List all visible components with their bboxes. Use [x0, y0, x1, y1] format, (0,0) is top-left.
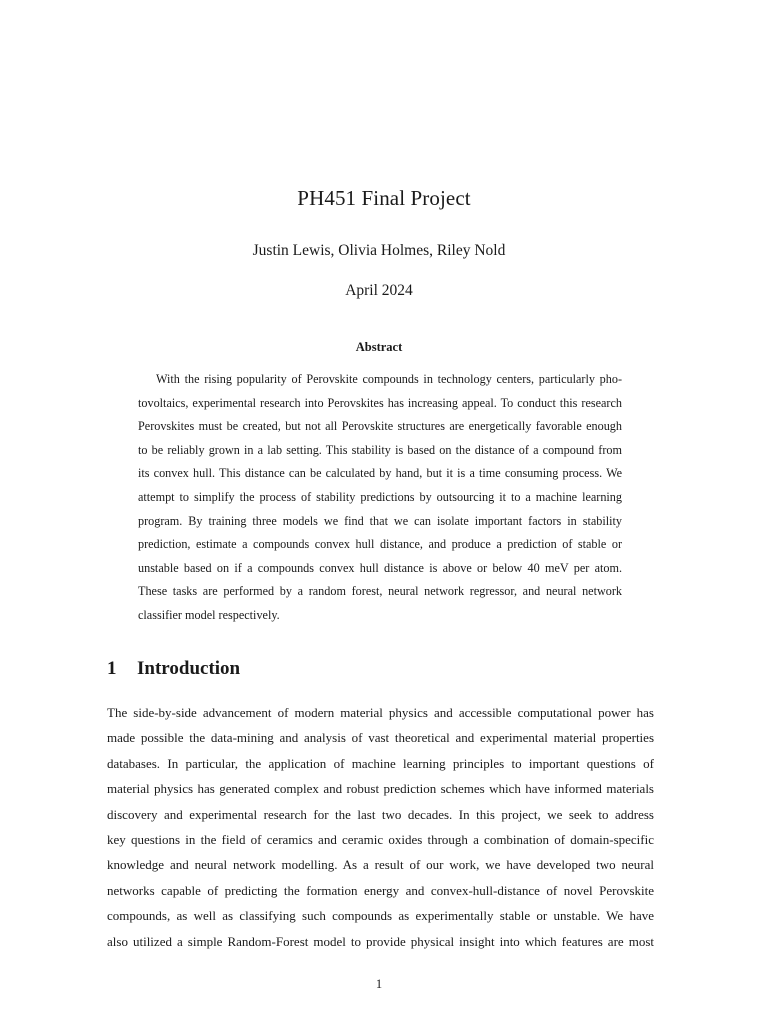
- body-line: networks capable of predicting the formation energy and convex-hull-distance of novel Perovskite: [107, 882, 654, 898]
- abstract-line: its convex hull. This distance can be calculated by hand, but it is a time consuming process. We: [138, 466, 622, 481]
- section-number: 1: [107, 658, 117, 679]
- body-line: The side-by-side advancement of modern material physics and accessible computational power has: [107, 705, 654, 720]
- section-title: Introduction: [137, 658, 241, 679]
- abstract-body: [138, 368, 622, 628]
- abstract-line: These tasks are performed by a random forest, neural network regressor, and neural network: [138, 584, 622, 599]
- author-list: Justin Lewis, Olivia Holmes, Riley Nold: [252, 242, 506, 259]
- abstract-line: prediction, estimate a compounds convex hull distance, and produce a prediction of stable or: [138, 537, 622, 552]
- abstract-line: classifier model respectively.: [138, 607, 280, 622]
- body-line: databases. In particular, the application of machine learning principles to important questions of: [107, 755, 654, 771]
- body-line: key questions in the field of ceramics and ceramic oxides through a combination of domain-specific: [107, 832, 654, 848]
- publication-date: April 2024: [345, 282, 413, 299]
- abstract-line: With the rising popularity of Perovskite compounds in technology centers, particularly pho-: [156, 372, 622, 386]
- body-line: knowledge and neural network modelling. As a result of our work, we have developed two neural: [107, 857, 654, 873]
- abstract-line: attempt to simplify the process of stability predictions by outsourcing it to a machine learning: [138, 489, 622, 504]
- introduction-body: [107, 700, 654, 954]
- abstract-line: tovoltaics, experimental research into Perovskites has increasing appeal. To conduct this research: [138, 395, 622, 410]
- body-line: discovery and experimental research for the last two decades. In this project, we seek to address: [107, 806, 654, 822]
- paper-title: PH451 Final Project: [297, 186, 471, 210]
- abstract-line: program. By training three models we find that we can isolate important factors in stability: [138, 513, 622, 528]
- page-number: 1: [375, 977, 383, 991]
- abstract-line: unstable based on if a compounds convex hull distance is above or below 40 meV per atom.: [138, 560, 622, 575]
- body-line: compounds, as well as classifying such compounds as experimentally stable or unstable. We have: [107, 908, 654, 924]
- body-line: also utilized a simple Random-Forest model to provide physical insight into which features are most: [107, 933, 654, 949]
- body-line: material physics has generated complex and robust prediction schemes which have informed materials: [107, 781, 654, 797]
- body-line: made possible the data-mining and analysis of vast theoretical and experimental material properties: [107, 730, 654, 746]
- abstract-line: to be reliably grown in a lab setting. This stability is based on the distance of a compound from: [138, 442, 622, 457]
- abstract-line: Perovskites must be created, but not all Perovskite structures are energetically favorable enough: [138, 419, 622, 434]
- abstract-heading: Abstract: [355, 340, 403, 354]
- section-heading-introduction: [107, 658, 240, 680]
